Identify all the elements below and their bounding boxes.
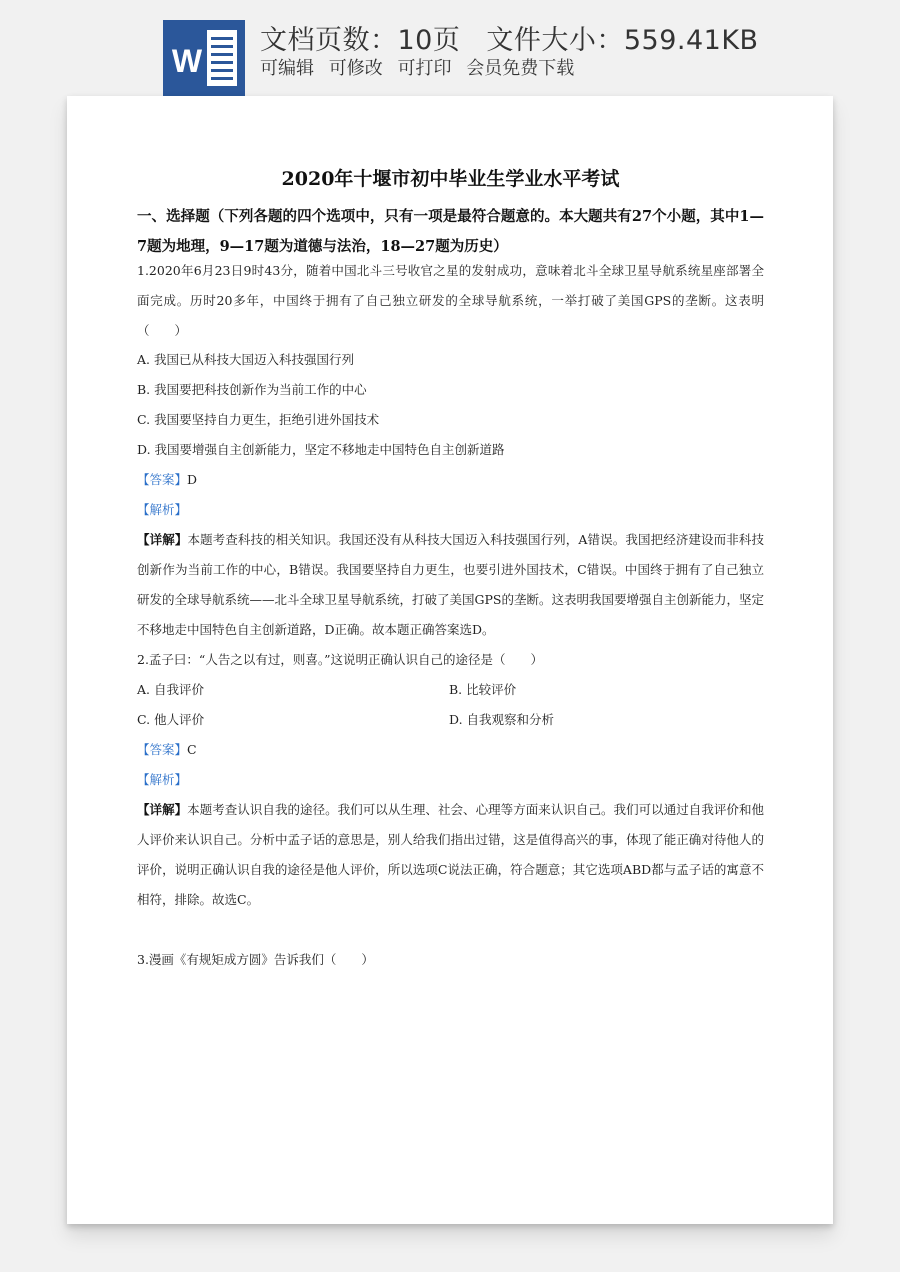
answer-value: D [187, 472, 198, 487]
word-document-icon [163, 20, 245, 96]
detail-text: 本题考查认识自我的途径。我们可以从生理、社会、心理等方面来认识自己。我们可以通过自我评价和他人评价来认识自己。分析中孟子话的意思是，别人给我们指出过错，这是值得高兴的事，体现了能正确对待他人的评价，说明正确认识自我的途径是他人评价，所以选项C说法正确，符合题意；其它选项ABD都与孟子话的寓意不相符，排除。故选C。 [137, 802, 764, 907]
question-1-stem: 1.2020年6月23日9时43分，随着中国北斗三号收官之星的发射成功，意味着北斗全球卫星导航系统星座部署全面完成。历时20多年，中国终于拥有了自己独立研发的全球导航系统，一举打破了美国GPS的垄断。这表明（ ） [137, 263, 764, 338]
question-1-detail [137, 525, 764, 645]
feature-printable: 可打印 [397, 58, 452, 79]
question-1-analysis-tag: 【解析】 [137, 502, 188, 517]
download-banner [0, 0, 900, 100]
question-2-option-c: C. 他人评价 [137, 712, 205, 727]
question-1-option-a: A. 我国已从科技大国迈入科技强国行列 [137, 352, 354, 367]
feature-modifiable: 可修改 [328, 58, 383, 79]
svg-text:W: W [171, 43, 203, 79]
question-2-option-b: B. 比较评价 [449, 682, 517, 697]
question-2-option-d: D. 自我观察和分析 [449, 712, 555, 727]
page-count: 文档页数：10页 [260, 25, 461, 56]
question-2-analysis-tag: 【解析】 [137, 772, 188, 787]
question-2-option-a: A. 自我评价 [137, 682, 204, 697]
file-info [260, 18, 759, 57]
exam-title: 2020年十堰市初中毕业生学业水平考试 [281, 168, 620, 190]
question-2-answer [137, 735, 197, 765]
answer-tag: 【答案】 [137, 472, 188, 487]
feature-list [260, 54, 583, 80]
question-1-answer [137, 465, 197, 495]
detail-text: 本题考查科技的相关知识。我国还没有从科技大国迈入科技强国行列，A错误。我国把经济建设而非科技创新作为当前工作的中心，B错误。我国要坚持自力更生，也要引进外国技术，C错误。中国终于拥有了自己独立研发的全球导航系统——北斗全球卫星导航系统，打破了美国GPS的垄断。这表明我国要增强自主创新能力，坚定不移地走中国特色自主创新道路，D正确。故本题正确答案选D。 [137, 532, 764, 637]
section-heading: 一、选择题（下列各题的四个选项中，只有一项是最符合题意的。本大题共有27个小题，其中1—7题为地理，9—17题为道德与法治，18—27题为历史） [137, 208, 764, 255]
answer-value: C [187, 742, 197, 757]
question-2-detail [137, 795, 764, 915]
file-size: 文件大小：559.41KB [486, 25, 759, 56]
document-page [67, 96, 833, 1224]
feature-member-download[interactable]: 会员免费下载 [466, 58, 575, 79]
question-2-stem: 2.孟子曰：“人告之以有过，则喜。”这说明正确认识自己的途径是（ ） [137, 652, 543, 667]
question-1-option-d: D. 我国要增强自主创新能力，坚定不移地走中国特色自主创新道路 [137, 442, 505, 457]
feature-editable: 可编辑 [260, 58, 314, 79]
question-3-stem: 3.漫画《有规矩成方圆》告诉我们（ ） [137, 952, 374, 967]
detail-tag: 【详解】 [137, 802, 188, 817]
question-1-option-b: B. 我国要把科技创新作为当前工作的中心 [137, 382, 367, 397]
detail-tag: 【详解】 [137, 532, 188, 547]
question-1-option-c: C. 我国要坚持自力更生，拒绝引进外国技术 [137, 412, 380, 427]
answer-tag: 【答案】 [137, 742, 188, 757]
